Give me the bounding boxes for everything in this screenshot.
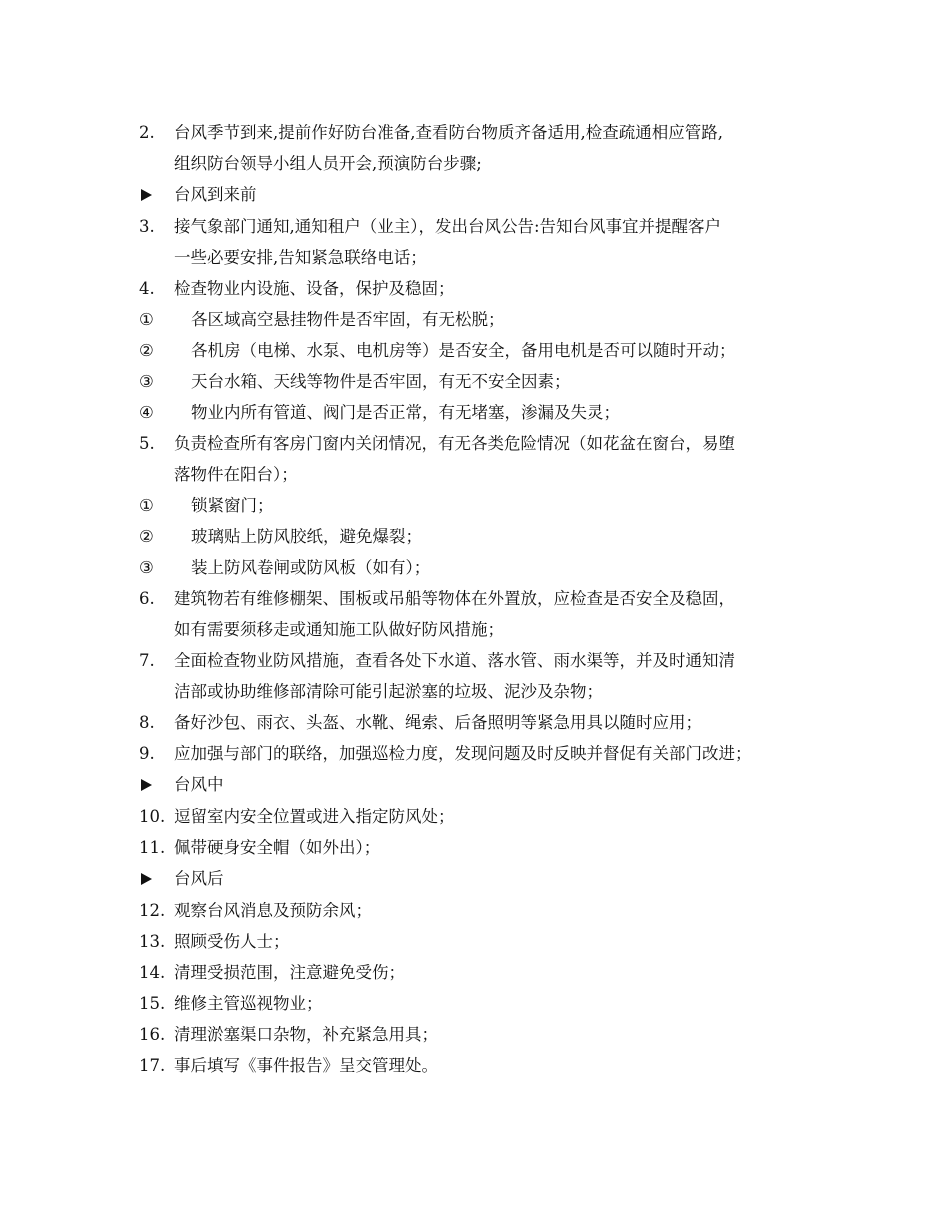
- list-marker: ①: [139, 496, 154, 515]
- list-item-line: [139, 614, 829, 645]
- list-item-text: 洁部或协助维修部清除可能引起淤塞的垃圾、泥沙及杂物；: [174, 682, 603, 701]
- list-item-text: 一些必要安排,告知紧急联络电话；: [174, 248, 427, 267]
- list-item-text: 如有需要须移走或通知施工队做好防风措施；: [174, 620, 504, 639]
- list-item-line: [139, 397, 829, 428]
- list-item-line: [139, 521, 829, 552]
- list-item-text: 各机房（电梯、水泵、电机房等）是否安全，备用电机是否可以随时开动；: [191, 341, 736, 360]
- list-item-line: [139, 117, 829, 148]
- list-item-text: 装上防风卷闸或防风板（如有）；: [191, 558, 431, 577]
- list-item-line: [139, 583, 829, 614]
- arrow-bullet-icon: [141, 779, 152, 791]
- arrow-bullet-icon: [139, 769, 174, 801]
- list-marker: 12.: [139, 901, 166, 920]
- list-item-line: [139, 926, 829, 957]
- list-item-line: [139, 801, 829, 832]
- list-marker: 7.: [139, 651, 155, 670]
- list-item-line: [139, 428, 829, 459]
- list-marker: 6.: [139, 589, 155, 608]
- list-item-line: [139, 738, 829, 769]
- list-item-line: [139, 832, 829, 863]
- list-item-text: 逗留室内安全位置或进入指定防风处；: [174, 807, 455, 826]
- list-item-line: [139, 490, 829, 521]
- list-item-text: 应加强与部门的联络，加强巡检力度，发现问题及时反映并督促有关部门改进；: [174, 744, 752, 763]
- list-item-text: 全面检查物业防风措施，查看各处下水道、落水管、雨水渠等，并及时通知清: [174, 651, 735, 670]
- list-item-text: 清理淤塞渠口杂物，补充紧急用具；: [174, 1025, 438, 1044]
- list-item-text: 事后填写《事件报告》呈交管理处。: [174, 1056, 438, 1075]
- list-item-line: [139, 366, 829, 397]
- list-item-line: [139, 676, 829, 707]
- arrow-bullet-icon: [141, 873, 152, 885]
- list-marker: ①: [139, 310, 154, 329]
- list-marker: 10.: [139, 807, 166, 826]
- list-marker: 15.: [139, 994, 166, 1013]
- list-marker: 4.: [139, 279, 155, 298]
- list-marker: 16.: [139, 1025, 166, 1044]
- arrow-bullet-icon: [139, 179, 174, 211]
- list-item-text: 佩带硬身安全帽（如外出）；: [174, 838, 381, 857]
- list-item-line: [139, 459, 829, 490]
- list-marker: ③: [139, 372, 154, 391]
- list-item-text: 备好沙包、雨衣、头盔、水靴、绳索、后备照明等紧急用具以随时应用；: [174, 713, 702, 732]
- list-item-line: [139, 895, 829, 926]
- list-marker: ②: [139, 341, 154, 360]
- list-item-text: 检查物业内设施、设备，保护及稳固；: [174, 279, 455, 298]
- list-marker: 11.: [139, 838, 166, 857]
- list-marker: 2.: [139, 123, 155, 142]
- document-body: [139, 117, 829, 1081]
- list-item-text: 接气象部门通知,通知租户（业主），发出台风公告:告知台风事宜并提醒客户: [174, 217, 722, 236]
- list-item-text: 维修主管巡视物业；: [174, 994, 323, 1013]
- list-item-line: [139, 273, 829, 304]
- list-item-text: 建筑物若有维修棚架、围板或吊船等物体在外置放，应检查是否安全及稳固，: [174, 589, 735, 608]
- arrow-bullet-icon: [141, 189, 152, 201]
- list-marker: ③: [139, 558, 154, 577]
- list-item-line: [139, 1050, 829, 1081]
- list-marker: 3.: [139, 217, 155, 236]
- list-marker: ②: [139, 527, 154, 546]
- list-marker: 5.: [139, 434, 155, 453]
- list-marker: 13.: [139, 932, 166, 951]
- list-item-text: 台风季节到来,提前作好防台准备,查看防台物质齐备适用,检查疏通相应管路,: [174, 123, 723, 142]
- list-marker: 9.: [139, 744, 155, 763]
- list-item-text: 负责检查所有客房门窗内关闭情况，有无各类危险情况（如花盆在窗台，易堕: [174, 434, 735, 453]
- list-item-text: 照顾受伤人士；: [174, 932, 290, 951]
- list-item-line: [139, 988, 829, 1019]
- list-item-text: 台风中: [174, 775, 224, 794]
- list-item-text: 落物件在阳台）；: [174, 465, 298, 484]
- list-item-text: 天台水箱、天线等物件是否牢固，有无不安全因素；: [191, 372, 571, 391]
- list-item-text: 台风后: [174, 869, 224, 888]
- list-item-line: [139, 863, 829, 895]
- list-item-line: [139, 707, 829, 738]
- list-item-line: [139, 957, 829, 988]
- list-item-text: 台风到来前: [174, 185, 257, 204]
- list-item-text: 玻璃贴上防风胶纸，避免爆裂；: [191, 527, 422, 546]
- list-item-text: 各区域高空悬挂物件是否牢固，有无松脱；: [191, 310, 505, 329]
- list-item-line: [139, 304, 829, 335]
- list-item-text: 锁紧窗门；: [191, 496, 274, 515]
- list-item-line: [139, 211, 829, 242]
- list-item-line: [139, 1019, 829, 1050]
- list-marker: 14.: [139, 963, 166, 982]
- list-item-line: [139, 148, 829, 179]
- list-marker: 17.: [139, 1056, 166, 1075]
- list-item-line: [139, 769, 829, 801]
- list-marker: ④: [139, 403, 154, 422]
- list-marker: 8.: [139, 713, 155, 732]
- list-item-line: [139, 242, 829, 273]
- list-item-text: 物业内所有管道、阀门是否正常，有无堵塞，渗漏及失灵；: [191, 403, 620, 422]
- list-item-line: [139, 179, 829, 211]
- list-item-line: [139, 645, 829, 676]
- list-item-line: [139, 552, 829, 583]
- list-item-line: [139, 335, 829, 366]
- list-item-text: 组织防台领导小组人员开会,预演防台步骤;: [174, 154, 482, 173]
- list-item-text: 观察台风消息及预防余风；: [174, 901, 372, 920]
- list-item-text: 清理受损范围，注意避免受伤；: [174, 963, 405, 982]
- arrow-bullet-icon: [139, 863, 174, 895]
